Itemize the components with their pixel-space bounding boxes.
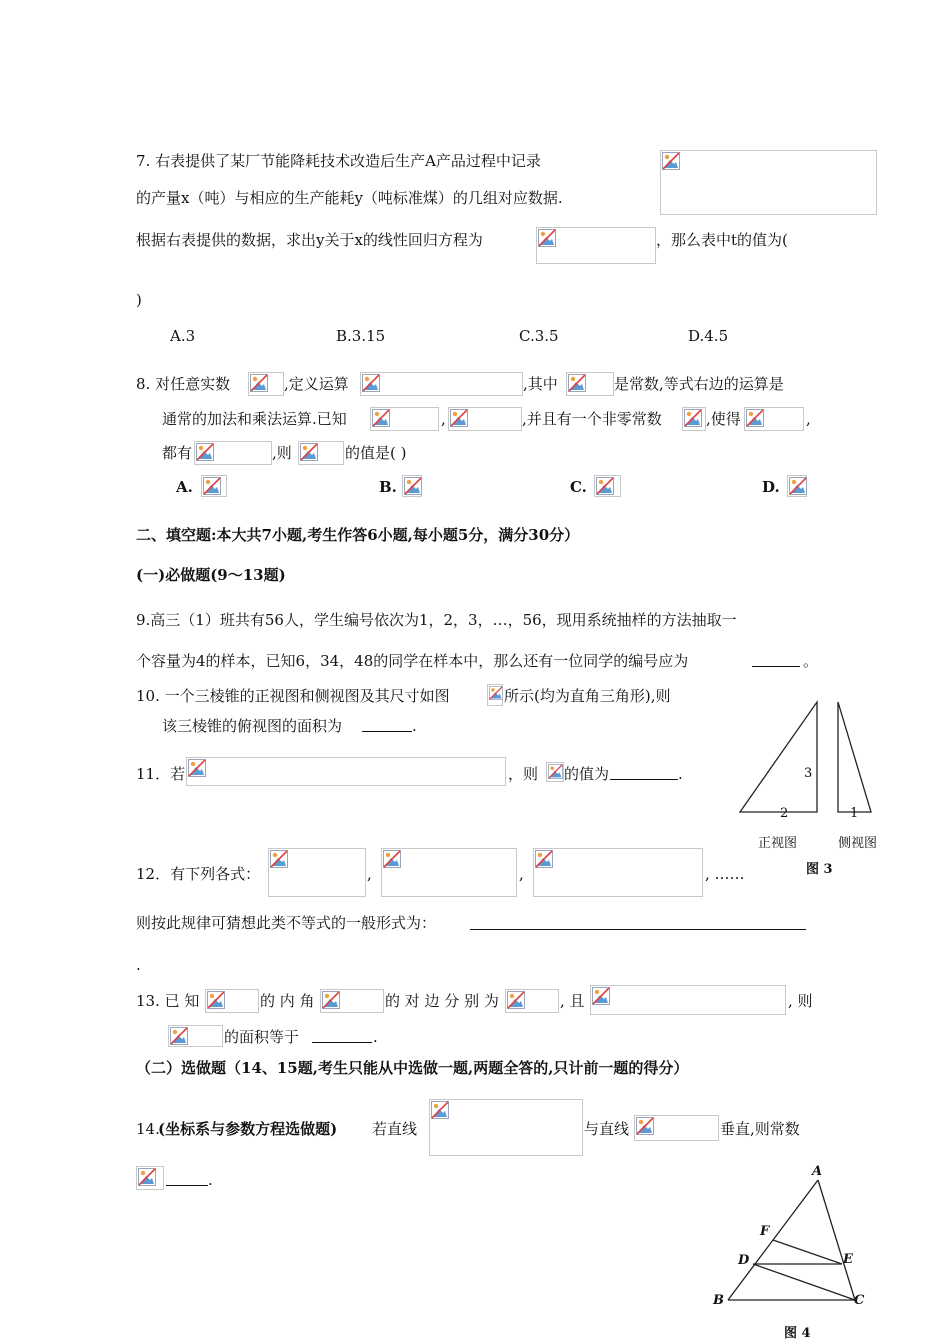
formula-image xyxy=(505,989,559,1013)
q7-line3a: 根据右表提供的数据，求出y关于x的线性回归方程为 xyxy=(136,231,483,249)
side-view-label: 侧视图 xyxy=(838,836,878,851)
edge-ac xyxy=(818,1180,855,1300)
answer-blank xyxy=(470,929,806,930)
broken-image-icon xyxy=(789,477,807,495)
broken-image-icon xyxy=(203,477,221,495)
formula-image xyxy=(320,989,384,1013)
formula-image xyxy=(248,372,284,396)
q14-a: 14. xyxy=(136,1120,160,1138)
q7-option-a: A.3 xyxy=(170,327,196,345)
side-base-label: 1 xyxy=(850,806,859,821)
formula-image xyxy=(370,407,439,431)
broken-image-icon xyxy=(684,409,702,427)
answer-blank xyxy=(312,1042,372,1043)
point-c-label: C xyxy=(854,1293,865,1308)
q8-option-b: B. xyxy=(379,478,397,496)
q13-d: , 且 xyxy=(560,992,585,1010)
broken-image-icon xyxy=(592,987,610,1005)
broken-image-icon xyxy=(538,229,556,247)
q8-line2b: , xyxy=(441,410,446,428)
broken-image-icon xyxy=(300,443,318,461)
q8-line1d: 是常数,等式右边的运算是 xyxy=(614,375,784,393)
q14-e: 垂直,则常数 xyxy=(720,1120,800,1138)
broken-image-icon xyxy=(372,409,390,427)
point-d-label: D xyxy=(738,1253,750,1268)
q10-line1a: 10. 一个三棱锥的正视图和侧视图及其尺寸如图 xyxy=(136,687,450,705)
q8-line2d: ,使得 xyxy=(706,410,741,428)
q8-line3c: 的值是( ) xyxy=(345,444,407,462)
formula-image xyxy=(546,762,564,782)
q13-e: , 则 xyxy=(788,992,813,1010)
formula-image xyxy=(429,1099,583,1156)
q7-line1: 7. 右表提供了某厂节能降耗技术改造后生产A产品过程中记录 xyxy=(136,152,541,170)
formula-image xyxy=(168,1025,223,1047)
required-subtitle: (一)必做题(9～13题) xyxy=(136,566,286,584)
broken-image-icon xyxy=(207,991,225,1009)
broken-image-icon xyxy=(270,850,288,868)
broken-image-icon xyxy=(507,991,525,1009)
formula-image xyxy=(566,372,614,396)
q12-sep1: , xyxy=(367,865,372,883)
formula-image xyxy=(360,372,523,396)
answer-blank xyxy=(610,779,678,780)
q13-a: 13. 已 知 xyxy=(136,992,200,1010)
option-image xyxy=(201,475,227,497)
q14-c: 若直线 xyxy=(372,1120,418,1138)
formula-image xyxy=(298,441,344,465)
q8-line2c: ,并且有一个非零常数 xyxy=(522,410,662,428)
q14-d: 与直线 xyxy=(584,1120,630,1138)
q8-option-a: A. xyxy=(176,478,193,496)
figure-4-caption: 图 4 xyxy=(784,1326,811,1341)
q13-c: 的 对 边 分 别 为 xyxy=(385,992,499,1010)
q8-option-c: C. xyxy=(570,478,587,496)
q9-line1: 9.高三（1）班共有56人，学生编号依次为1，2，3，…，56，现用系统抽样的方法抽取一 xyxy=(136,611,737,629)
formula-image xyxy=(268,848,366,897)
q13-f: 的面积等于 xyxy=(224,1028,300,1046)
answer-blank xyxy=(362,731,412,732)
q8-line3a: 都有 xyxy=(162,444,193,462)
broken-image-icon xyxy=(450,409,468,427)
front-view-triangle xyxy=(740,702,817,812)
option-image xyxy=(594,475,621,497)
broken-image-icon xyxy=(188,759,206,777)
figure-3-caption: 图 3 xyxy=(806,862,833,877)
q7-option-b: B.3.15 xyxy=(336,327,386,345)
option-image xyxy=(787,475,807,497)
formula-image xyxy=(448,407,522,431)
q8-line2e: , xyxy=(806,410,811,428)
q7-line3b: ，那么表中t的值为( xyxy=(656,231,788,249)
formula-image xyxy=(136,1166,164,1190)
formula-image xyxy=(186,757,506,786)
optional-subtitle: （二）选做题（14、15题,考生只能从中选做一题,两题全答的,只计前一题的得分） xyxy=(136,1059,689,1077)
broken-image-icon xyxy=(568,374,586,392)
broken-image-icon xyxy=(138,1168,156,1186)
point-e-label: E xyxy=(843,1252,853,1267)
q7-line4: ) xyxy=(136,291,142,309)
q11-b: ，则 xyxy=(508,765,539,783)
segment-fe xyxy=(773,1240,842,1264)
side-view-triangle xyxy=(838,702,871,812)
figure-4-triangle xyxy=(700,1160,880,1310)
answer-blank xyxy=(166,1185,208,1186)
broken-image-icon xyxy=(383,850,401,868)
point-a-label: A xyxy=(812,1164,823,1179)
broken-image-icon xyxy=(322,991,340,1009)
option-image xyxy=(402,475,422,497)
formula-image xyxy=(533,848,703,897)
q12-sep2: , xyxy=(519,865,524,883)
broken-image-icon xyxy=(535,850,553,868)
q8-option-d: D. xyxy=(762,478,780,496)
q8-line1b: ,定义运算 xyxy=(284,375,349,393)
point-b-label: B xyxy=(713,1293,724,1308)
broken-image-icon xyxy=(250,374,268,392)
broken-image-icon xyxy=(431,1101,449,1119)
formula-image xyxy=(205,989,259,1013)
segment-dc xyxy=(753,1264,855,1300)
figure-ref-image xyxy=(487,684,503,706)
q12-sep3: , …… xyxy=(705,865,745,883)
formula-image xyxy=(744,407,804,431)
q8-line3b: ,则 xyxy=(272,444,292,462)
q7-option-c: C.3.5 xyxy=(519,327,559,345)
broken-image-icon xyxy=(404,477,422,495)
data-table-image xyxy=(660,150,877,215)
answer-blank xyxy=(752,666,800,667)
front-height-label: 3 xyxy=(804,766,813,781)
q14-topic: (坐标系与参数方程选做题) xyxy=(158,1120,338,1138)
q8-line1a: 8. 对任意实数 xyxy=(136,375,231,393)
figure-3-three-views xyxy=(730,696,890,826)
front-view-label: 正视图 xyxy=(758,836,798,851)
q8-line2a: 通常的加法和乘法运算.已知 xyxy=(162,410,347,428)
q7-line2: 的产量x（吨）与相应的生产能耗y（吨标准煤）的几组对应数据. xyxy=(136,189,563,207)
q12-line3: . xyxy=(136,956,141,974)
broken-image-icon xyxy=(170,1027,188,1045)
regression-equation-image xyxy=(536,227,656,264)
q10-line1b: 所示(均为直角三角形),则 xyxy=(504,687,671,705)
formula-image xyxy=(381,848,517,897)
broken-image-icon xyxy=(548,764,563,779)
q12-a: 12．有下列各式： xyxy=(136,865,261,883)
q13-b: 的 内 角 xyxy=(260,992,315,1010)
q9-line2: 个容量为4的样本，已知6，34，48的同学在样本中，那么还有一位同学的编号应为 xyxy=(136,652,689,670)
broken-image-icon xyxy=(196,443,214,461)
q11-c: 的值为 xyxy=(564,765,610,783)
q8-line1c: ,其中 xyxy=(523,375,558,393)
q10-line2: 该三棱锥的俯视图的面积为 xyxy=(162,717,343,735)
q12-line2: 则按此规律可猜想此类不等式的一般形式为： xyxy=(136,914,437,932)
formula-image xyxy=(634,1115,719,1141)
broken-image-icon xyxy=(662,152,680,170)
q11-a: 11．若 xyxy=(136,765,186,783)
broken-image-icon xyxy=(362,374,380,392)
section-title: 二、填空题:本大共7小题,考生作答6小题,每小题5分，满分30分） xyxy=(136,526,580,544)
broken-image-icon xyxy=(489,686,503,700)
broken-image-icon xyxy=(596,477,614,495)
front-base-label: 2 xyxy=(780,806,789,821)
formula-image xyxy=(590,985,786,1015)
q7-option-d: D.4.5 xyxy=(688,327,729,345)
point-f-label: F xyxy=(760,1224,770,1239)
broken-image-icon xyxy=(746,409,764,427)
formula-image xyxy=(682,407,706,431)
broken-image-icon xyxy=(636,1117,654,1135)
formula-image xyxy=(194,441,272,465)
